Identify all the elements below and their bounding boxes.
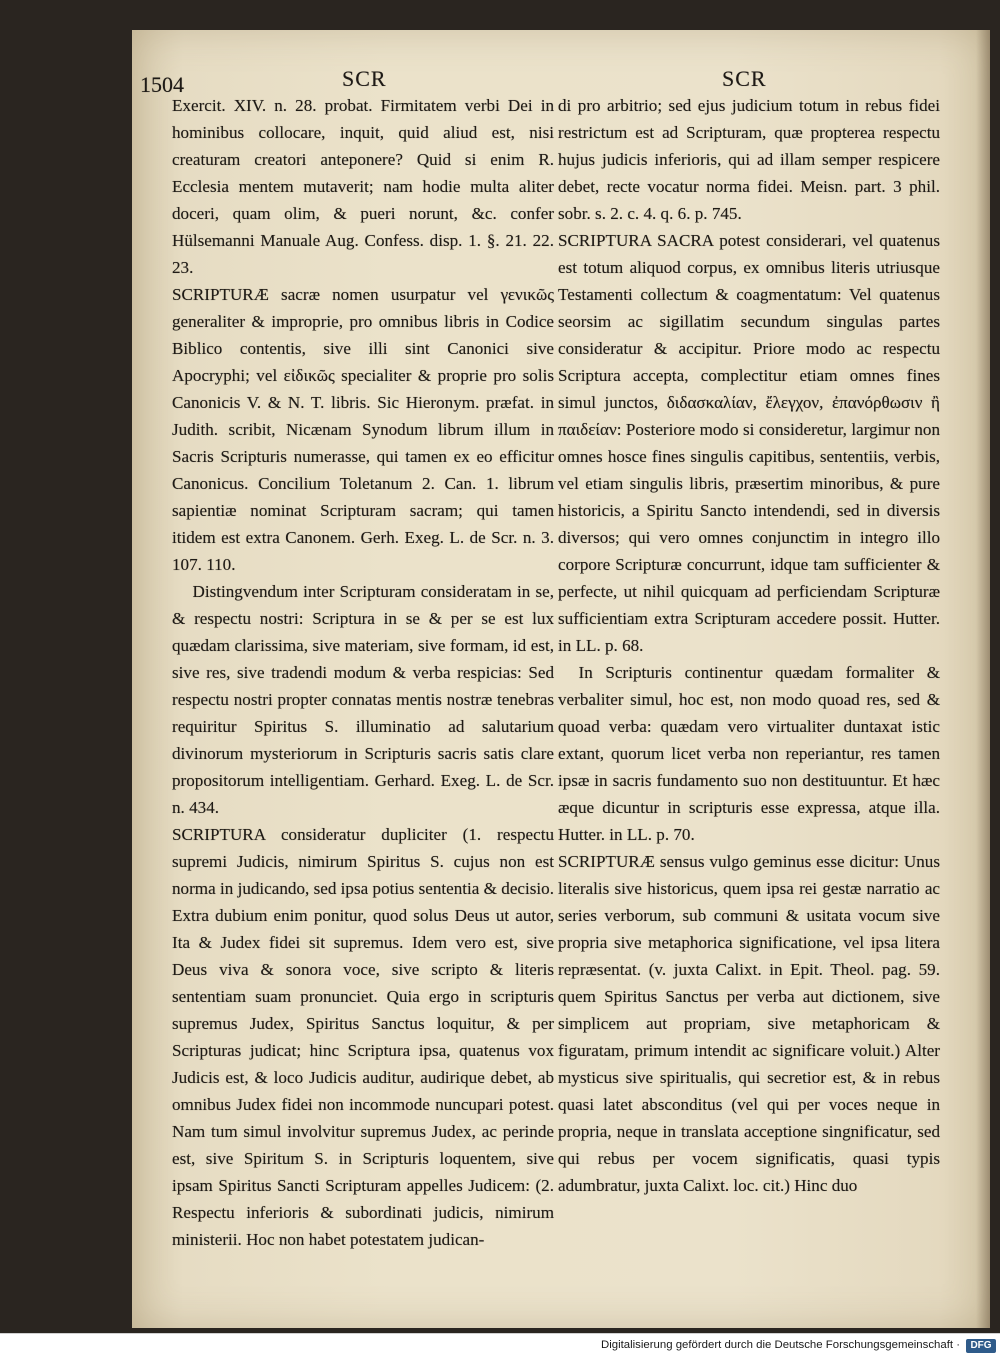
left-running-head: SCR bbox=[342, 66, 387, 91]
paragraph-left-1: Exercit. XIV. n. 28. probat. Firmitatem verbi Dei in hominibus collocare, inquit, quid aliud est, nisi creaturam creatori anteponere? Quid si enim R. Ecclesia mentem mutaverit; nam hodie multa aliter doceri, quam olim, & pueri norunt, &c. confer Hülsemanni Manuale Aug. Confess. disp. 1. §. 21. 22. 23. bbox=[172, 96, 554, 277]
left-text-column bbox=[172, 92, 554, 1253]
page-edge-shadow bbox=[976, 30, 990, 1328]
paragraph-left-4: SCRIPTURA consideratur dupliciter (1. respectu supremi Judicis, nimirum Spiritus S. cujus non est norma in judicando, sed ipsa potius sententia & decisio. Extra dubium enim ponitur, quod solus Deus ut autor, Ita & Judex fidei sit supremus. Idem vero est, sive Deus viva & sonora voce, sive scripto & literis sententiam suam pronunciet. Quia ergo in scripturis supremus Judex, Spiritus Sanctus loquitur, & per Scripturas judicat; hinc Scriptura ipsa, quatenus vox Judicis est, & loco Judicis auditur, audirique debet, ab omnibus Judex fidei non incommode nuncupari potest. Nam tum simul involvitur supremus Judex, ac perinde est, sive Spiritum S. in Scripturis loquentem, sive ipsam Spiritus Sancti Scripturam appelles Judicem: (2. Respectu inferioris & subordinati judicis, nimirum ministerii. Hoc non habet potestatem judican- bbox=[172, 825, 554, 1249]
footer-bar bbox=[0, 1333, 1000, 1359]
paragraph-right-1: di pro arbitrio; sed ejus judicium totum in rebus fidei restrictum est ad Scripturam, quæ propterea respectu hujus judicis inferioris, qui ad illam semper respicere debet, recte vocatur norma fidei. Meisn. part. 3 phil. sobr. s. 2. c. 4. q. 6. p. 745. bbox=[558, 96, 940, 223]
dfg-logo: DFG bbox=[966, 1339, 996, 1353]
right-running-head: SCR bbox=[722, 66, 767, 91]
page-number: 1504 bbox=[140, 72, 184, 97]
paragraph-right-2: SCRIPTURA SACRA potest considerari, vel quatenus est totum aliquod corpus, ex omnibus literis utriusque Testamenti collectum & coagmentatum: Vel quatenus seorsim ac sigillatim secundum singulas partes consideratur & accipitur. Priore modo ac respectu Scriptura accepta, complectitur etiam omnes fines simul junctos, διδασκαλίαν, ἔλεγχον, ἐπανόρθωσιν ἢ παιδείαν: Posteriore modo si consideretur, largimur non omnes hosce fines singulis capitibus, sententiis, verbis, vel etiam singulis libris, præsertim minoribus, & pure historicis, a Spiritu Sancto intendendi, sed in diversis diversos; qui vero omnes conjunctim in integro illo corpore Scripturæ concurrunt, idque tam sufficienter & perfecte, ut nihil quicquam ad perficiendam Scripturæ sufficientiam extra Scripturam accedere possit. Hutter. in LL. p. 68. bbox=[558, 231, 940, 655]
paragraph-left-3: Distingvendum inter Scripturam consideratam in se, & respectu nostri: Scriptura in se & per se est lux quædam clarissima, sive materiam, sive formam, id est, sive res, sive tradendi modum & verba respicias: Sed respectu nostri propter connatas mentis nostræ tenebras requiritur Spiritus S. illuminatio ad salutarium divinorum mysteriorum in Scripturis sacris satis clare propositorum intelligentiam. Gerhard. Exeg. L. de Scr. n. 434. bbox=[172, 582, 554, 817]
right-text-column bbox=[558, 92, 940, 1199]
paragraph-right-3: In Scripturis continentur quædam formaliter & verbaliter simul, hoc est, non modo quoad res, sed & quoad verba: quædam vero virtualiter duntaxat istic extant, quorum licet verba non reperiantur, res tamen ipsæ in sacris fundamento suo non destituuntur. Et hæc æque dicuntur in scripturis esse expressa, atque illa. Hutter. in LL. p. 70. bbox=[558, 663, 940, 844]
paragraph-right-4: SCRIPTURÆ sensus vulgo geminus esse dicitur: Unus literalis sive historicus, quem ipsa rei gestæ narratio ac series verborum, sub communi & usitata vocum sive propria sive metaphorica significatione, vel ipsa litera repræsentat. (v. juxta Calixt. in Epit. Theol. pag. 59. quem Spiritus Sanctus per verba aut dictionem, sive simplicem aut propriam, sive metaphoricam & figuratam, primum intendit ac significare voluit.) Alter mysticus sive spiritualis, qui secretior est, & in rebus quasi latet absconditus (vel qui per voces neque in propria, neque in translata acceptione singnificatur, sed qui rebus per vocem significatis, quasi typis adumbratur, juxta Calixt. loc. cit.) Hinc duo bbox=[558, 852, 940, 1195]
funding-credit: Digitalisierung gefördert durch die Deutsche Forschungsgemeinschaft · bbox=[601, 1339, 960, 1351]
paragraph-left-2: SCRIPTURÆ sacræ nomen usurpatur vel γενικῶς generaliter & improprie, pro omnibus libris in Codice Biblico contentis, sive illi sint Canonici sive Apocryphi; vel εἰδικῶς specialiter & proprie pro solis Canonicis V. & N. T. libris. Sic Hieronym. præfat. in Judith. scribit, Nicænam Synodum librum illum in Sacris Scripturis numerasse, qui tamen ex eo efficitur Canonicus. Concilium Toletanum 2. Can. 1. librum sapientiæ nominat Scripturam sacram; qui tamen itidem est extra Canonem. Gerh. Exeg. L. de Scr. n. 3. 107. 110. bbox=[172, 285, 554, 574]
